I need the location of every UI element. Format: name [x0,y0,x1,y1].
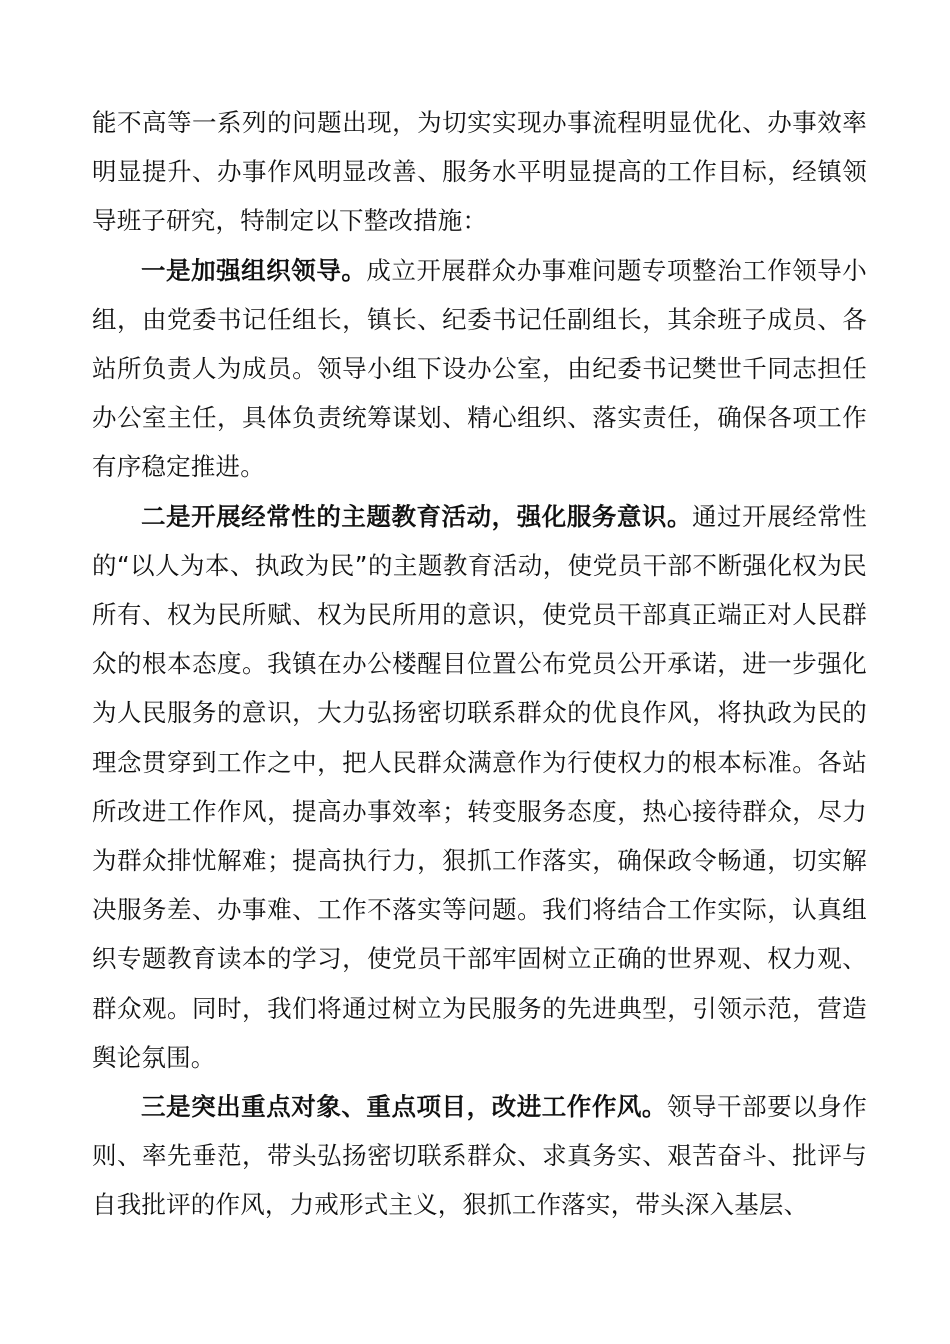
paragraph-intro-continuation [92,98,867,246]
paragraph-text: 领导干部要以身作则、率先垂范，带头弘扬密切联系群众、求真务实、艰苦奋斗、批评与自我批评的作风，力戒形式主义，狠抓工作落实，带头深入基层、 [92,1092,867,1220]
paragraph-organization-leadership [92,246,867,492]
document-body [92,98,867,1230]
paragraph-text: 成立开展群众办事难问题专项整治工作领导小组，由党委书记任组长，镇长、纪委书记任副组长，其余班子成员、各站所负责人为成员。领导小组下设办公室，由纪委书记樊世千同志担任办公室主任，具体负责统筹谋划、精心组织、落实责任，确保各项工作有序稳定推进。 [92,255,867,482]
paragraph-lead-heading: 一是加强组织领导。 [141,255,367,285]
paragraph-text: 能不高等一系列的问题出现，为切实实现办事流程明显优化、办事效率明显提升、办事作风明显改善、服务水平明显提高的工作目标，经镇领导班子研究，特制定以下整改措施： [92,108,867,236]
paragraph-theme-education [92,492,867,1082]
paragraph-text: 通过开展经常性的“以人为本、执政为民”的主题教育活动，使党员干部不断强化权为民所有、权为民所赋、权为民所用的意识，使党员干部真正端正对人民群众的根本态度。我镇在办公楼醒目位置公布党员公开承诺，进一步强化为人民服务的意识，大力弘扬密切联系群众的优良作风，将执政为民的理念贯穿到工作之中，把人民群众满意作为行使权力的根本标准。各站所改进工作作风，提高办事效率；转变服务态度，热心接待群众，尽力为群众排忧解难；提高执行力，狠抓工作落实，确保政令畅通，切实解决服务差、办事难、工作不落实等问题。我们将结合工作实际，认真组织专题教育读本的学习，使党员干部牢固树立正确的世界观、权力观、群众观。同时，我们将通过树立为民服务的先进典型，引领示范，营造舆论氛围。 [92,501,867,1072]
paragraph-lead-heading: 三是突出重点对象、重点项目，改进工作作风。 [141,1092,667,1122]
paragraph-key-targets [92,1082,867,1230]
paragraph-lead-heading: 二是开展经常性的主题教育活动，强化服务意识。 [141,501,693,531]
